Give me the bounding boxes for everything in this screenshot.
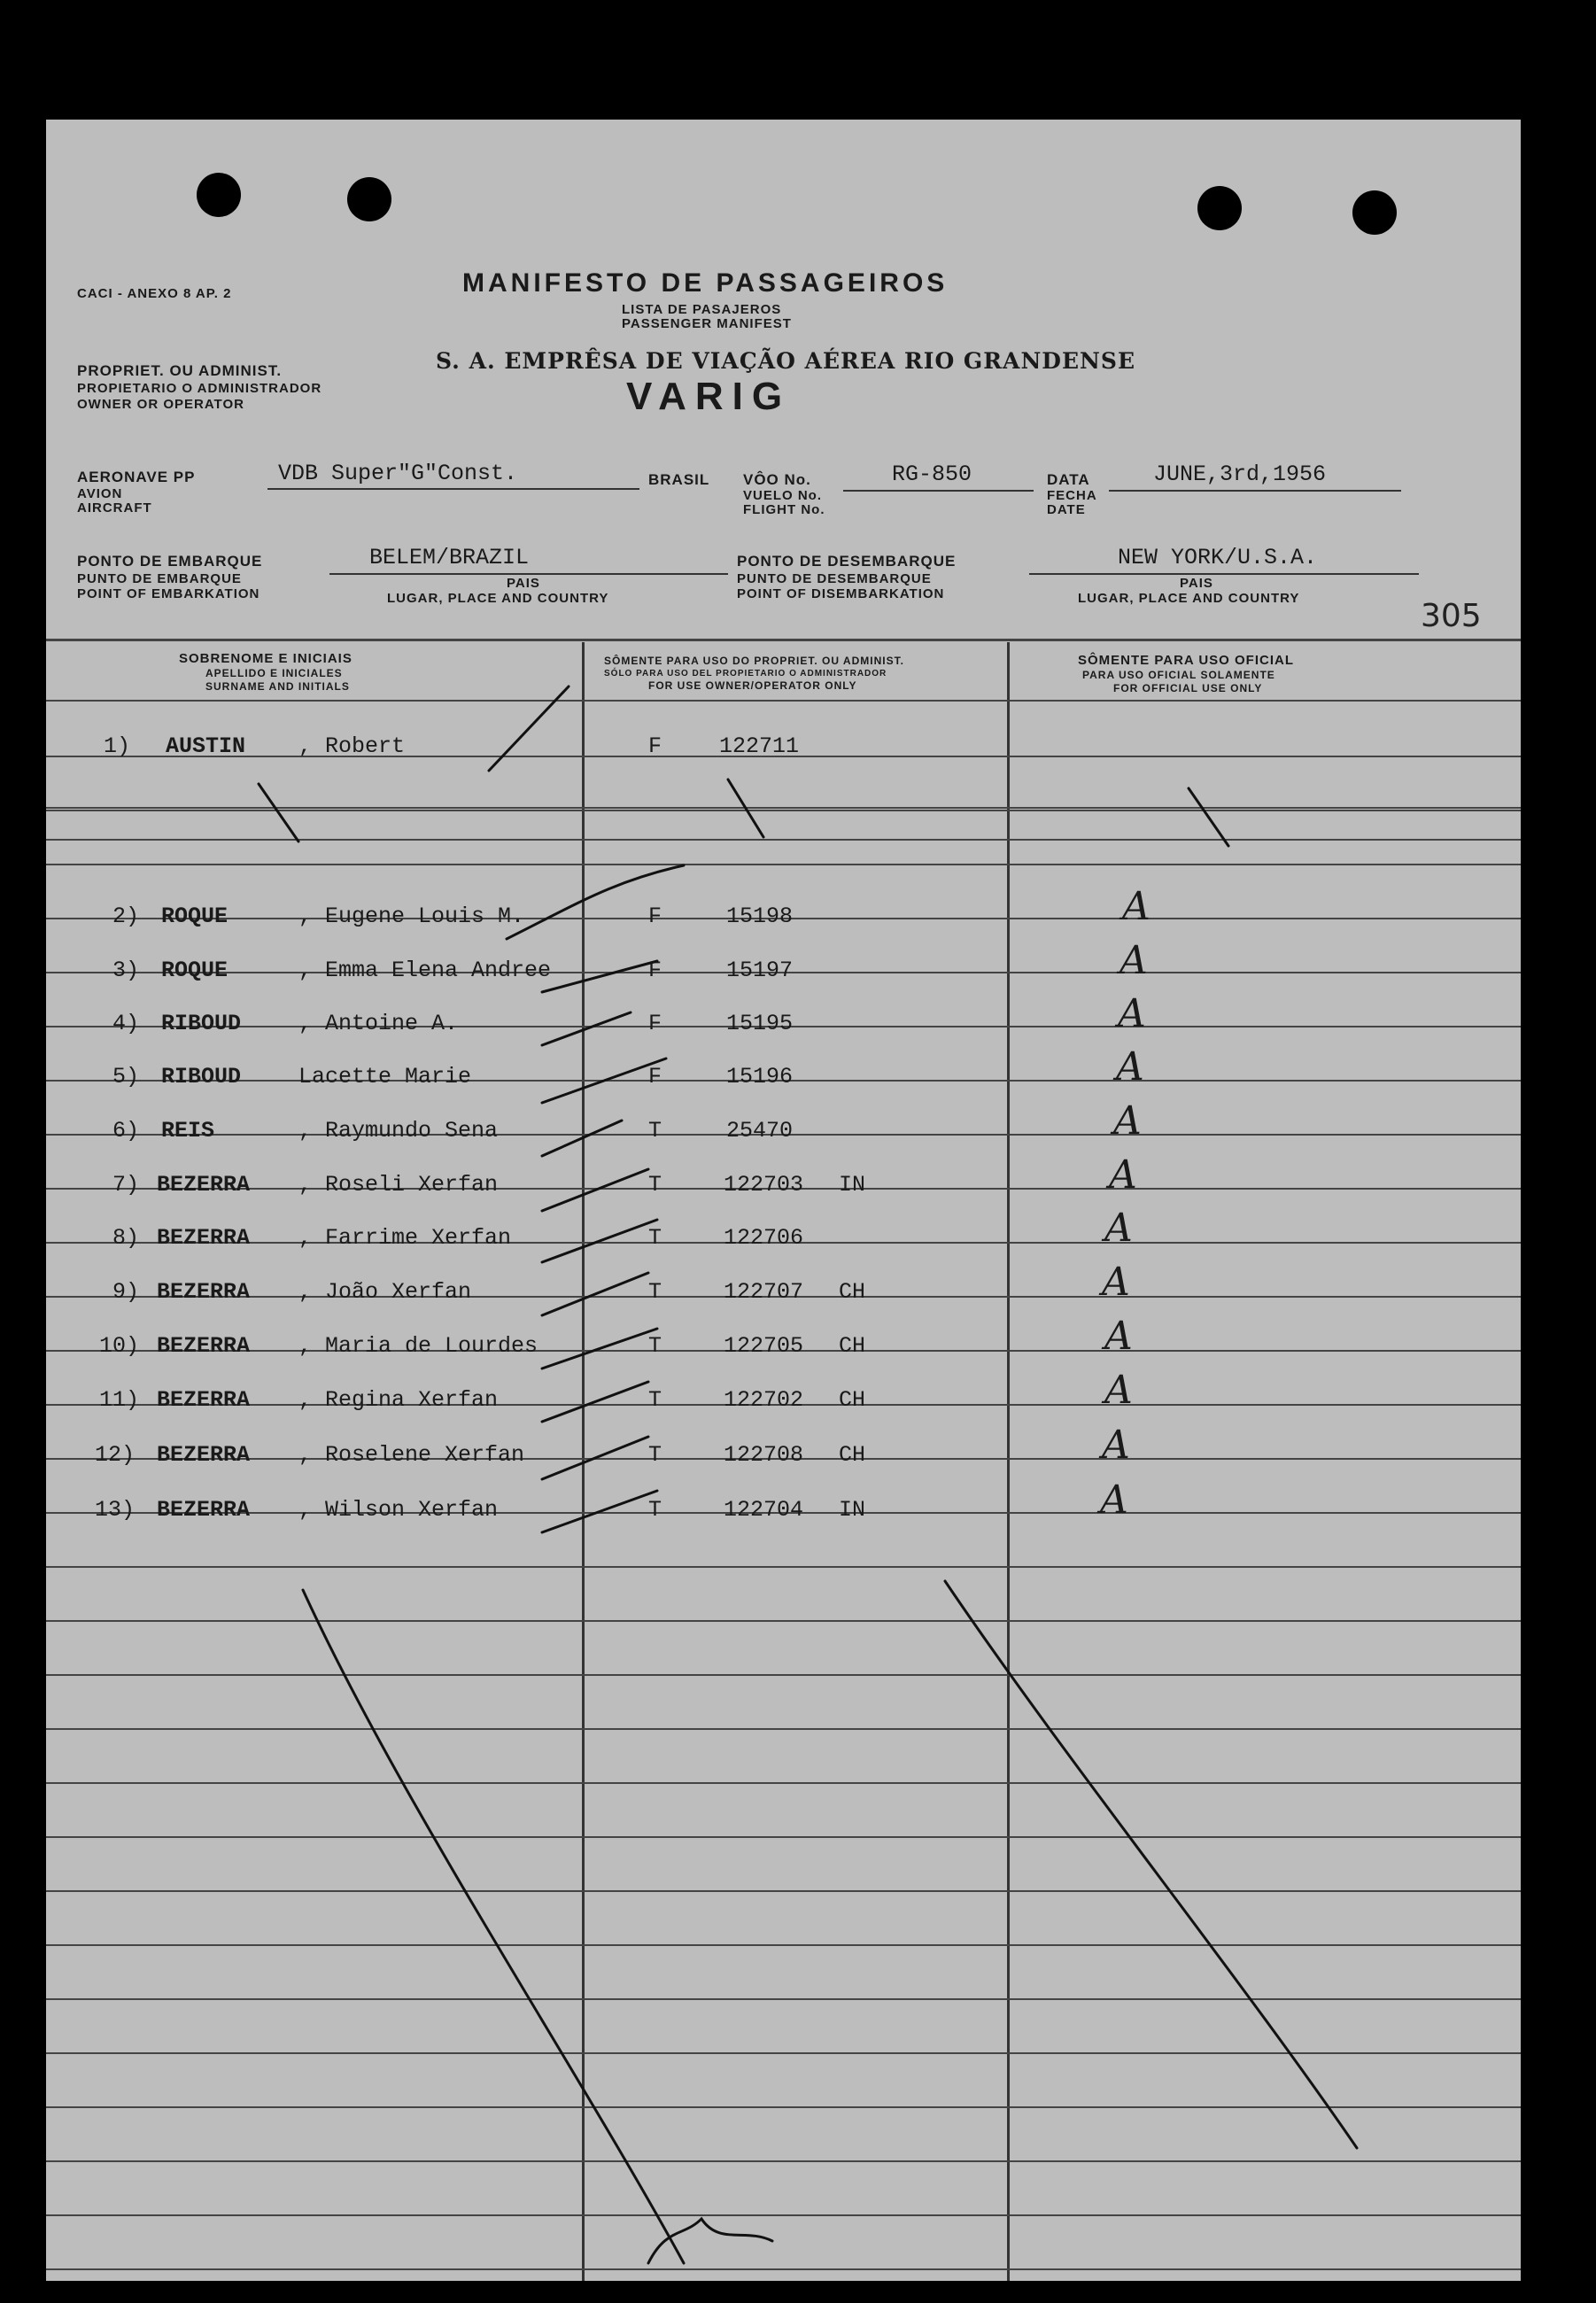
ticket-number: 122705 xyxy=(724,1333,804,1359)
ticket-class: F xyxy=(648,1011,662,1036)
disembark-value: NEW YORK/U.S.A. xyxy=(1118,545,1318,570)
ticket-number: 15198 xyxy=(726,903,794,929)
given-names: , Roseli Xerfan xyxy=(298,1172,499,1198)
embark-sub-en: LUGAR, PLACE AND COUNTRY xyxy=(387,591,609,606)
date-label-en: DATE xyxy=(1047,502,1086,517)
owner-label-es: PROPIETARIO O ADMINISTRADOR xyxy=(77,381,322,396)
ticket-class: T xyxy=(648,1497,662,1523)
ticket-number: 15196 xyxy=(726,1064,794,1089)
ticket-class: T xyxy=(648,1387,662,1413)
official-stamp-mark: A xyxy=(1120,938,1148,983)
given-names: , João Xerfan xyxy=(298,1279,472,1305)
embark-label-es: PUNTO DE EMBARQUE xyxy=(77,571,242,586)
given-names: , Eugene Louis M. xyxy=(298,903,525,929)
owner-label-en: OWNER OR OPERATOR xyxy=(77,397,244,412)
row-number: 3) xyxy=(112,958,140,983)
given-names: , Regina Xerfan xyxy=(298,1387,499,1413)
given-names: , Antoine A. xyxy=(298,1011,459,1036)
surname: ROQUE xyxy=(161,958,229,983)
ticket-class: F xyxy=(648,733,662,759)
surname: ROQUE xyxy=(161,903,229,929)
ticket-number: 15195 xyxy=(726,1011,794,1036)
ticket-class: F xyxy=(648,903,662,929)
row-number: 12) xyxy=(95,1442,136,1468)
surname: AUSTIN xyxy=(166,733,246,759)
ticket-number: 122704 xyxy=(724,1497,804,1523)
official-stamp-mark: A xyxy=(1102,1260,1130,1305)
flight-label-en: FLIGHT No. xyxy=(743,502,825,517)
ticket-class: F xyxy=(648,958,662,983)
ticket-class: T xyxy=(648,1118,662,1144)
flight-label-es: VUELO No. xyxy=(743,488,823,503)
flight-number: RG-850 xyxy=(892,461,972,487)
age-note: IN xyxy=(839,1497,866,1523)
ticket-class: T xyxy=(648,1279,662,1305)
row-number: 7) xyxy=(112,1172,140,1198)
date-value: JUNE,3rd,1956 xyxy=(1153,461,1327,487)
row-number: 11) xyxy=(99,1387,140,1413)
official-stamp-mark: A xyxy=(1104,1314,1133,1359)
given-names: Lacette Marie xyxy=(298,1064,472,1089)
flight-label: VÔO No. xyxy=(743,471,811,488)
official-stamp-mark: A xyxy=(1118,991,1146,1036)
age-note: IN xyxy=(839,1172,866,1198)
ticket-number: 122706 xyxy=(724,1225,804,1251)
col3-header-en: FOR OFFICIAL USE ONLY xyxy=(1113,682,1263,694)
row-number: 2) xyxy=(112,903,140,929)
official-stamp-mark: A xyxy=(1102,1423,1130,1468)
ticket-number: 122711 xyxy=(719,733,800,759)
surname: BEZERRA xyxy=(157,1279,251,1305)
age-note: CH xyxy=(839,1279,866,1305)
surname: BEZERRA xyxy=(157,1497,251,1523)
official-stamp-mark: A xyxy=(1104,1206,1133,1251)
subtitle-en: PASSENGER MANIFEST xyxy=(622,316,792,331)
disembark-sub-en: LUGAR, PLACE AND COUNTRY xyxy=(1078,591,1300,606)
ticket-number: 15197 xyxy=(726,958,794,983)
given-names: , Roselene Xerfan xyxy=(298,1442,525,1468)
official-stamp-mark: A xyxy=(1113,1098,1142,1144)
surname: BEZERRA xyxy=(157,1442,251,1468)
col1-header-es: APELLIDO E INICIALES xyxy=(205,667,343,679)
row-number: 9) xyxy=(112,1279,140,1305)
ticket-number: 122702 xyxy=(724,1387,804,1413)
brand-logo: VARIG xyxy=(626,375,792,418)
disembark-label-es: PUNTO DE DESEMBARQUE xyxy=(737,571,932,586)
ticket-number: 25470 xyxy=(726,1118,794,1144)
surname: BEZERRA xyxy=(157,1333,251,1359)
official-stamp-mark: A xyxy=(1122,884,1151,929)
given-names: , Robert xyxy=(298,733,406,759)
aircraft-label-es: AVION xyxy=(77,486,123,501)
document-title: MANIFESTO DE PASSAGEIROS xyxy=(462,268,949,298)
ticket-number: 122708 xyxy=(724,1442,804,1468)
subtitle-es: LISTA DE PASAJEROS xyxy=(622,302,782,317)
embark-label-en: POINT OF EMBARKATION xyxy=(77,586,260,601)
company-name: S. A. EMPRÊSA DE VIAÇÃO AÉREA RIO GRANDENSE xyxy=(436,348,1135,374)
row-number: 5) xyxy=(112,1064,140,1089)
disembark-sub-pt: PAIS xyxy=(1180,576,1213,591)
owner-label: PROPRIET. OU ADMINIST. xyxy=(77,362,283,379)
disembark-label: PONTO DE DESEMBARQUE xyxy=(737,553,957,570)
given-names: , Wilson Xerfan xyxy=(298,1497,499,1523)
col3-header-es: PARA USO OFICIAL SOLAMENTE xyxy=(1082,669,1275,681)
country-label: BRASIL xyxy=(648,471,710,488)
surname: REIS xyxy=(161,1118,215,1144)
aircraft-label: AERONAVE PP xyxy=(77,469,196,485)
ticket-class: F xyxy=(648,1064,662,1089)
ticket-class: T xyxy=(648,1172,662,1198)
row-number: 13) xyxy=(95,1497,136,1523)
annex-label: CACI - ANEXO 8 AP. 2 xyxy=(77,286,232,301)
date-label: DATA xyxy=(1047,471,1090,488)
col3-header: SÔMENTE PARA USO OFICIAL xyxy=(1078,653,1295,668)
col2-header: SÔMENTE PARA USO DO PROPRIET. OU ADMINIST. xyxy=(604,655,904,667)
surname: BEZERRA xyxy=(157,1225,251,1251)
aircraft-label-en: AIRCRAFT xyxy=(77,500,152,516)
embark-sub-pt: PAIS xyxy=(507,576,540,591)
row-number: 8) xyxy=(112,1225,140,1251)
manifest-sheet xyxy=(46,120,1521,2281)
surname: BEZERRA xyxy=(157,1172,251,1198)
age-note: CH xyxy=(839,1333,866,1359)
age-note: CH xyxy=(839,1387,866,1413)
pen-marks xyxy=(46,120,1521,2281)
age-note: CH xyxy=(839,1442,866,1468)
page-number: 305 xyxy=(1421,598,1482,634)
row-number: 1) xyxy=(104,733,131,759)
col2-header-en: FOR USE OWNER/OPERATOR ONLY xyxy=(648,679,857,692)
ticket-number: 122703 xyxy=(724,1172,804,1198)
col1-header: SOBRENOME E INICIAIS xyxy=(179,651,353,666)
date-label-es: FECHA xyxy=(1047,488,1097,503)
aircraft-value: VDB Super"G"Const. xyxy=(278,461,518,486)
embark-label: PONTO DE EMBARQUE xyxy=(77,553,263,570)
official-stamp-mark: A xyxy=(1109,1152,1137,1198)
surname: BEZERRA xyxy=(157,1387,251,1413)
ticket-class: T xyxy=(648,1333,662,1359)
given-names: , Maria de Lourdes xyxy=(298,1333,538,1359)
disembark-label-en: POINT OF DISEMBARKATION xyxy=(737,586,945,601)
ticket-number: 122707 xyxy=(724,1279,804,1305)
given-names: , Raymundo Sena xyxy=(298,1118,499,1144)
ticket-class: T xyxy=(648,1442,662,1468)
official-stamp-mark: A xyxy=(1116,1044,1144,1089)
given-names: , Emma Elena Andree xyxy=(298,958,552,983)
col1-header-en: SURNAME AND INITIALS xyxy=(205,680,350,693)
embark-value: BELEM/BRAZIL xyxy=(369,545,530,570)
given-names: , Farrime Xerfan xyxy=(298,1225,512,1251)
row-number: 10) xyxy=(99,1333,140,1359)
official-stamp-mark: A xyxy=(1100,1477,1128,1523)
official-stamp-mark: A xyxy=(1104,1368,1133,1413)
ticket-class: T xyxy=(648,1225,662,1251)
surname: RIBOUD xyxy=(161,1064,242,1089)
surname: RIBOUD xyxy=(161,1011,242,1036)
row-number: 4) xyxy=(112,1011,140,1036)
col2-header-es: SÓLO PARA USO DEL PROPIETARIO O ADMINISTRADOR xyxy=(604,669,887,678)
row-number: 6) xyxy=(112,1118,140,1144)
